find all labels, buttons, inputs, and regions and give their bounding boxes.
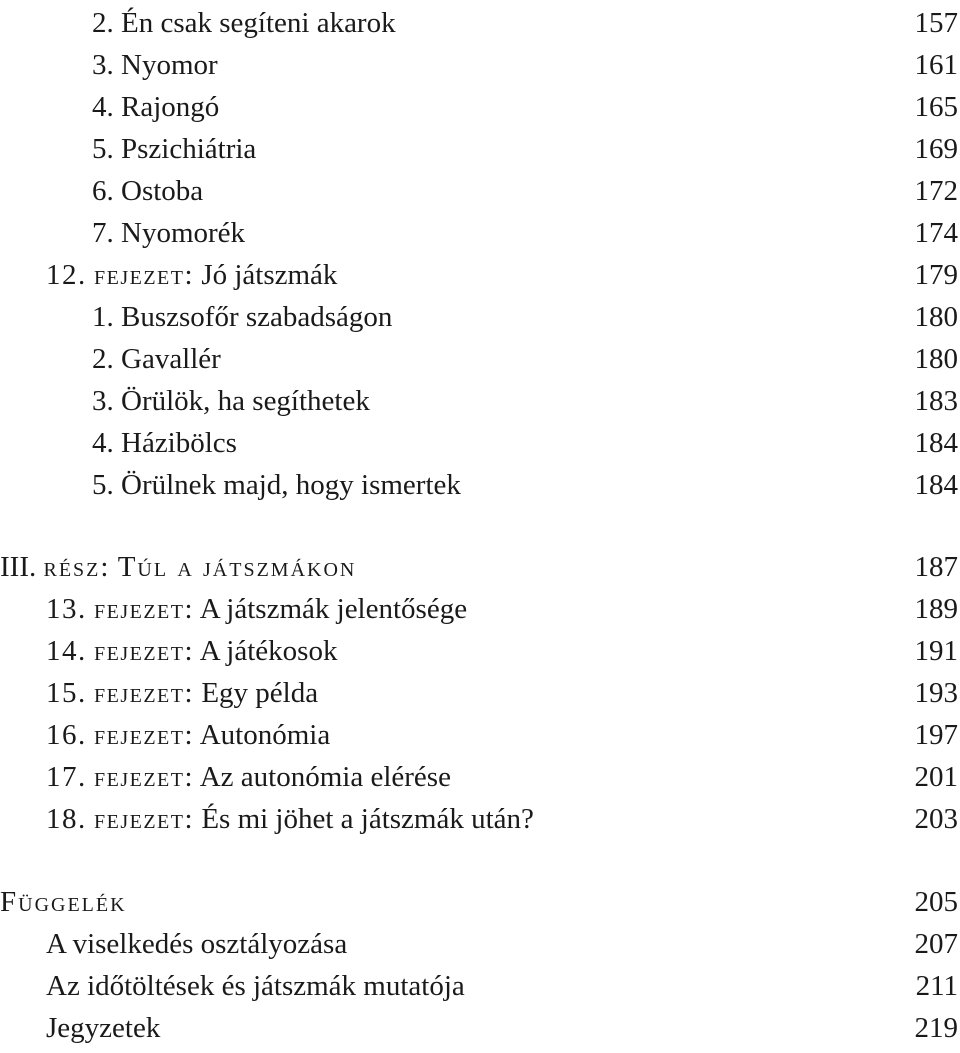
toc-chapter-title xyxy=(0,672,318,714)
toc-entry-page: 169 xyxy=(914,133,958,165)
toc-entry-title: 7. Nyomorék xyxy=(92,217,246,249)
toc-entry-page: 180 xyxy=(914,301,958,333)
toc-entry-page: 219 xyxy=(914,1012,958,1044)
toc-entry-page: 184 xyxy=(914,469,958,501)
chapter-keyword: fejezet: xyxy=(94,677,195,709)
chapter-keyword: fejezet: xyxy=(94,593,195,625)
chapter-number: 12. xyxy=(46,259,87,291)
toc-chapter-13[interactable] xyxy=(0,588,960,630)
toc-chapter-title xyxy=(0,714,330,756)
chapter-name: Autonómia xyxy=(199,719,331,751)
toc-entry[interactable] xyxy=(0,212,960,254)
chapter-number: 13. xyxy=(46,593,87,625)
toc-entry-title: 2. Én csak segíteni akarok xyxy=(92,7,396,39)
toc-entry-page: 205 xyxy=(914,886,958,918)
toc-appendix[interactable] xyxy=(0,881,960,923)
toc-entry-title: 6. Ostoba xyxy=(92,175,204,207)
toc-entry-page: 193 xyxy=(914,677,958,709)
toc-chapter-12[interactable] xyxy=(0,254,960,296)
toc-entry[interactable] xyxy=(0,338,960,380)
toc-entry-page: 197 xyxy=(914,719,958,751)
toc-chapter-title xyxy=(0,756,451,798)
chapter-name: A játszmák jelentősége xyxy=(199,593,468,625)
part-keyword: rész: xyxy=(43,551,111,583)
toc-entry[interactable] xyxy=(0,2,960,44)
toc-entry-title: A viselkedés osztályozása xyxy=(46,928,348,960)
toc-chapter-16[interactable] xyxy=(0,714,960,756)
toc-entry-title: 2. Gavallér xyxy=(92,343,221,375)
chapter-keyword: fejezet: xyxy=(94,803,195,835)
toc-chapter-title xyxy=(0,798,534,840)
toc-entry[interactable] xyxy=(0,44,960,86)
toc-entry[interactable] xyxy=(0,464,960,506)
toc-entry-page: 172 xyxy=(914,175,958,207)
toc-entry-page: 184 xyxy=(914,427,958,459)
chapter-number: 14. xyxy=(46,635,87,667)
chapter-number: 18. xyxy=(46,803,87,835)
chapter-number: 16. xyxy=(46,719,87,751)
toc-entry-title: 4. Házibölcs xyxy=(92,427,237,459)
toc-entry-page: 191 xyxy=(914,635,958,667)
toc-chapter-title xyxy=(0,630,337,672)
toc-chapter-title xyxy=(0,254,337,296)
toc-entry-page: 211 xyxy=(915,970,958,1002)
toc-entry-page: 157 xyxy=(914,7,958,39)
toc-entry-page: 174 xyxy=(914,217,958,249)
chapter-name: A játékosok xyxy=(199,635,338,667)
toc-entry[interactable] xyxy=(0,128,960,170)
toc-entry-title: 3. Örülök, ha segíthetek xyxy=(92,385,370,417)
chapter-name: Jó játszmák xyxy=(201,259,338,291)
chapter-name: Egy példa xyxy=(201,677,319,709)
toc-part-title xyxy=(0,546,356,588)
toc-entry[interactable] xyxy=(0,380,960,422)
toc-entry-title: 5. Örülnek majd, hogy ismertek xyxy=(92,469,461,501)
toc-entry-title: Az időtöltések és játszmák mutatója xyxy=(46,970,465,1002)
toc-chapter-18[interactable] xyxy=(0,798,960,840)
chapter-name: Az autonómia elérése xyxy=(199,761,451,793)
appendix-title: Függelék xyxy=(0,886,127,918)
toc-entry[interactable] xyxy=(0,170,960,212)
toc-entry-page: 187 xyxy=(914,551,958,583)
toc-chapter-title xyxy=(0,588,467,630)
toc-entry-title: 5. Pszichiátria xyxy=(92,133,257,165)
toc-entry-title: 1. Buszsofőr szabadságon xyxy=(92,301,393,333)
toc-entry[interactable] xyxy=(0,86,960,128)
part-number: III. xyxy=(0,551,37,583)
toc-entry-page: 179 xyxy=(914,259,958,291)
toc-entry-title: 3. Nyomor xyxy=(92,49,218,81)
chapter-keyword: fejezet: xyxy=(94,635,195,667)
chapter-name: És mi jöhet a játszmák után? xyxy=(201,803,534,835)
toc-entry[interactable] xyxy=(0,923,960,965)
toc-entry[interactable] xyxy=(0,422,960,464)
toc-entry-page: 207 xyxy=(914,928,958,960)
toc-entry[interactable] xyxy=(0,296,960,338)
toc-entry-page: 180 xyxy=(914,343,958,375)
toc-entry-page: 183 xyxy=(914,385,958,417)
toc-entry[interactable] xyxy=(0,1007,960,1049)
toc-chapter-14[interactable] xyxy=(0,630,960,672)
chapter-keyword: fejezet: xyxy=(94,761,195,793)
toc-entry[interactable] xyxy=(0,965,960,1007)
part-name: Túl a játszmákon xyxy=(117,551,357,583)
toc-chapter-17[interactable] xyxy=(0,756,960,798)
toc-entry-title: Jegyzetek xyxy=(46,1012,161,1044)
chapter-number: 15. xyxy=(46,677,87,709)
toc-entry-title: 4. Rajongó xyxy=(92,91,220,123)
toc-entry-page: 161 xyxy=(914,49,958,81)
toc-entry-page: 165 xyxy=(914,91,958,123)
chapter-number: 17. xyxy=(46,761,87,793)
toc-part-3[interactable] xyxy=(0,546,960,588)
toc-entry-page: 203 xyxy=(914,803,958,835)
chapter-keyword: fejezet: xyxy=(94,259,195,291)
toc-entry-page: 189 xyxy=(914,593,958,625)
toc-chapter-15[interactable] xyxy=(0,672,960,714)
toc-entry-page: 201 xyxy=(914,761,958,793)
chapter-keyword: fejezet: xyxy=(94,719,195,751)
